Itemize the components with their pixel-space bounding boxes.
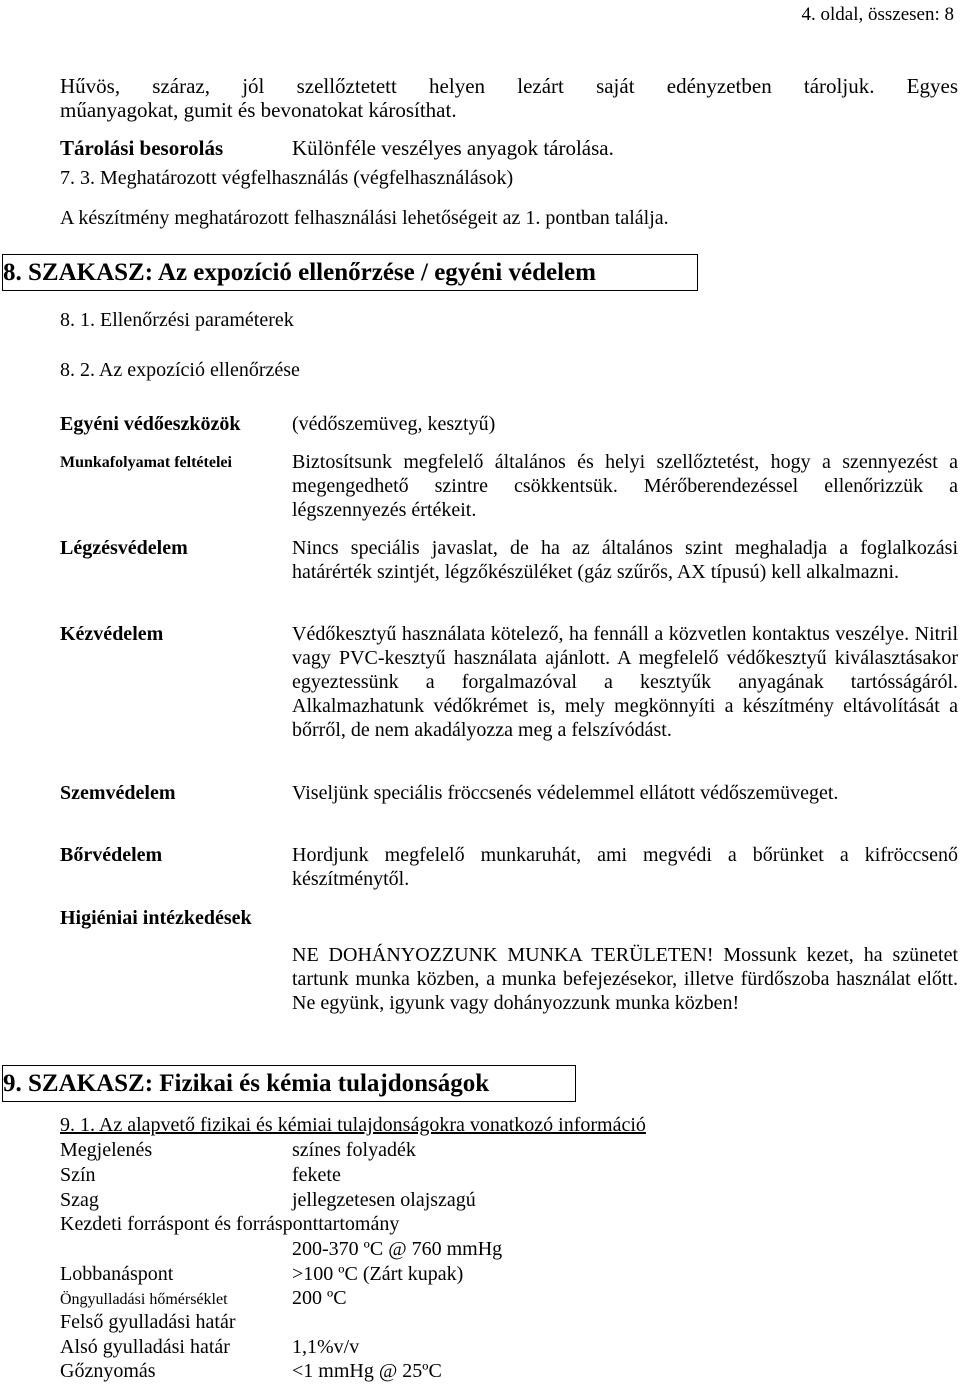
- eye-protection-text: Viseljünk speciális fröccsenés védelemmel ellátott védőszemüveget.: [292, 782, 839, 804]
- vapor-pressure-value: <1 mmHg @ 25ºC: [292, 1360, 442, 1382]
- color-label: Szín: [60, 1164, 96, 1186]
- subsection-8-2-title: 8. 2. Az expozíció ellenőrzése: [60, 359, 300, 381]
- subsection-7-3-text: A készítmény meghatározott felhasználási lehetőségeit az 1. pontban találja.: [60, 207, 669, 229]
- hand-protection-text: Védőkesztyű használata kötelező, ha fennáll a közvetlen kontaktus veszélye. Nitril vagy PVC-kesztyű használata ajánlott. A megfelelő védőkesztyű kiválasztásakor egyeztessünk a forgalmazóval a kesztyűk anyagának tartósságáról. Alkalmazhatunk védőkrémet is, mely megkönnyíti a készítmény eltávolítását a bőrről, de nem akadályozza meg a felszívódást.: [292, 623, 958, 741]
- work-conditions-text: Biztosítsunk megfelelő általános és helyi szellőztetést, hogy a szennyezést a megengedhető szintre csökkentsük. Mérőberendezéssel ellenőrizzük a légszennyezés értékeit.: [292, 451, 958, 521]
- respiratory-protection-text: Nincs speciális javaslat, de ha az általános szint meghaladja a foglalkozási határérték szintjét, légzőkészüléket (gáz szűrős, AX típusú) kell alkalmazni.: [292, 537, 958, 583]
- odor-label: Szag: [60, 1189, 99, 1211]
- appearance-label: Megjelenés: [60, 1139, 153, 1161]
- appearance-value: színes folyadék: [292, 1139, 416, 1161]
- autoignition-label: Öngyulladási hőmérséklet: [60, 1291, 228, 1308]
- subsection-7-3-title: 7. 3. Meghatározott végfelhasználás (végfelhasználások): [60, 167, 514, 189]
- odor-value: jellegzetesen olajszagú: [292, 1189, 476, 1211]
- ppe-label: Egyéni védőeszközök: [60, 413, 241, 435]
- section-9-title: 9. SZAKASZ: Fizikai és kémia tulajdonságok: [2, 1065, 576, 1102]
- page-number-label: 4. oldal, összesen: 8: [801, 4, 954, 25]
- subsection-8-1-title: 8. 1. Ellenőrzési paraméterek: [60, 309, 294, 331]
- section-8-title: 8. SZAKASZ: Az expozíció ellenőrzése / egyéni védelem: [2, 254, 698, 291]
- ppe-value: (védőszemüveg, kesztyű): [292, 413, 496, 435]
- skin-protection-text: Hordjunk megfelelő munkaruhát, ami megvédi a bőrünket a kifröccsenő készítménytől.: [292, 844, 958, 890]
- lower-flammability-value: 1,1%v/v: [292, 1336, 360, 1358]
- upper-flammability-label: Felső gyulladási határ: [60, 1311, 236, 1333]
- storage-class-value: Különféle veszélyes anyagok tárolása.: [292, 136, 614, 160]
- boiling-point-label: Kezdeti forráspont és forrásponttartomány: [60, 1213, 400, 1235]
- vapor-pressure-label: Gőznyomás: [60, 1360, 156, 1382]
- hygiene-measures-label: Higiéniai intézkedések: [60, 907, 252, 929]
- storage-class-label: Tárolási besorolás: [60, 136, 224, 160]
- eye-protection-label: Szemvédelem: [60, 782, 176, 804]
- flash-point-value: >100 ºC (Zárt kupak): [292, 1263, 464, 1285]
- boiling-point-value: 200-370 ºC @ 760 mmHg: [292, 1238, 503, 1260]
- lower-flammability-label: Alsó gyulladási határ: [60, 1336, 230, 1358]
- work-conditions-label: Munkafolyamat feltételei: [60, 454, 232, 471]
- hygiene-measures-text: NE DOHÁNYOZZUNK MUNKA TERÜLETEN! Mossunk kezet, ha szünetet tartunk munka közben, a munka befejezésekor, illetve fürdőszoba használat előtt. Ne együnk, igyunk vagy dohányozzunk munka közben!: [292, 944, 958, 1014]
- color-value: fekete: [292, 1164, 341, 1186]
- autoignition-value: 200 ºC: [292, 1287, 347, 1309]
- skin-protection-label: Bőrvédelem: [60, 844, 163, 866]
- storage-text-line-1: Hűvös, száraz, jól szellőztetett helyen lezárt saját edényzetben tároljuk. Egyes: [60, 74, 958, 98]
- flash-point-label: Lobbanáspont: [60, 1263, 174, 1285]
- respiratory-protection-label: Légzésvédelem: [60, 537, 188, 559]
- storage-text-line-2: műanyagokat, gumit és bevonatokat károsíthat.: [60, 98, 457, 122]
- hand-protection-label: Kézvédelem: [60, 623, 164, 645]
- subsection-9-1-title: 9. 1. Az alapvető fizikai és kémiai tulajdonságokra vonatkozó információ: [60, 1114, 646, 1136]
